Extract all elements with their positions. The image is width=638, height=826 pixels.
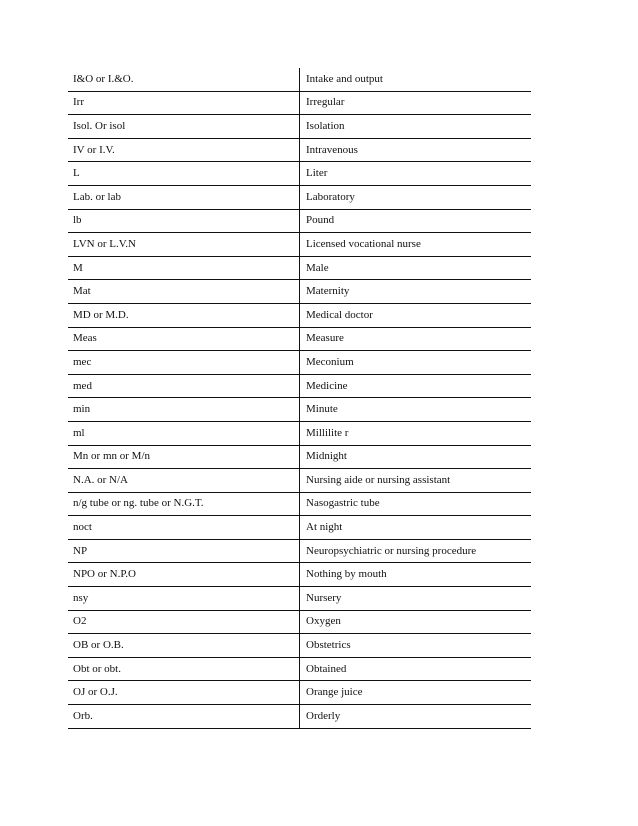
abbreviation-cell: O2: [68, 610, 300, 634]
table-row: [68, 233, 531, 257]
meaning-cell: Intravenous: [300, 138, 532, 162]
abbreviation-cell: nsy: [68, 587, 300, 611]
meaning-cell: At night: [300, 516, 532, 540]
table-row: [68, 303, 531, 327]
abbreviation-cell: I&O or I.&O.: [68, 68, 300, 91]
abbreviation-cell: Orb.: [68, 705, 300, 729]
table-row: [68, 115, 531, 139]
table-row: [68, 587, 531, 611]
meaning-cell: Laboratory: [300, 185, 532, 209]
meaning-cell: Irregular: [300, 91, 532, 115]
abbreviation-table: [68, 68, 531, 729]
abbreviation-cell: ml: [68, 421, 300, 445]
table-row: [68, 634, 531, 658]
abbreviation-cell: NPO or N.P.O: [68, 563, 300, 587]
abbreviation-cell: n/g tube or ng. tube or N.G.T.: [68, 492, 300, 516]
table-row: [68, 327, 531, 351]
abbreviation-table-body: [68, 68, 531, 728]
meaning-cell: Nursing aide or nursing assistant: [300, 469, 532, 493]
table-row: [68, 185, 531, 209]
meaning-cell: Obstetrics: [300, 634, 532, 658]
table-row: [68, 563, 531, 587]
meaning-cell: Nursery: [300, 587, 532, 611]
table-row: [68, 705, 531, 729]
meaning-cell: Obtained: [300, 657, 532, 681]
abbreviation-cell: Obt or obt.: [68, 657, 300, 681]
abbreviation-cell: lb: [68, 209, 300, 233]
meaning-cell: Licensed vocational nurse: [300, 233, 532, 257]
meaning-cell: Maternity: [300, 280, 532, 304]
abbreviation-cell: Mn or mn or M/n: [68, 445, 300, 469]
table-row: [68, 469, 531, 493]
table-row: [68, 516, 531, 540]
abbreviation-cell: MD or M.D.: [68, 303, 300, 327]
abbreviation-cell: OB or O.B.: [68, 634, 300, 658]
table-row: [68, 68, 531, 91]
meaning-cell: Male: [300, 256, 532, 280]
table-row: [68, 162, 531, 186]
abbreviation-cell: Irr: [68, 91, 300, 115]
meaning-cell: Millilite r: [300, 421, 532, 445]
meaning-cell: Isolation: [300, 115, 532, 139]
table-row: [68, 610, 531, 634]
meaning-cell: Medical doctor: [300, 303, 532, 327]
table-row: [68, 681, 531, 705]
meaning-cell: Nasogastric tube: [300, 492, 532, 516]
meaning-cell: Medicine: [300, 374, 532, 398]
table-row: [68, 209, 531, 233]
meaning-cell: Orderly: [300, 705, 532, 729]
meaning-cell: Liter: [300, 162, 532, 186]
abbreviation-cell: NP: [68, 539, 300, 563]
abbreviation-cell: IV or I.V.: [68, 138, 300, 162]
meaning-cell: Meconium: [300, 351, 532, 375]
abbreviation-cell: min: [68, 398, 300, 422]
meaning-cell: Neuropsychiatric or nursing procedure: [300, 539, 532, 563]
table-row: [68, 657, 531, 681]
meaning-cell: Oxygen: [300, 610, 532, 634]
meaning-cell: Measure: [300, 327, 532, 351]
abbreviation-cell: LVN or L.V.N: [68, 233, 300, 257]
abbreviation-cell: Lab. or lab: [68, 185, 300, 209]
abbreviation-cell: noct: [68, 516, 300, 540]
abbreviation-cell: N.A. or N/A: [68, 469, 300, 493]
abbreviation-cell: med: [68, 374, 300, 398]
table-row: [68, 91, 531, 115]
table-row: [68, 138, 531, 162]
table-row: [68, 445, 531, 469]
meaning-cell: Intake and output: [300, 68, 532, 91]
meaning-cell: Orange juice: [300, 681, 532, 705]
abbreviation-cell: OJ or O.J.: [68, 681, 300, 705]
abbreviation-cell: Isol. Or isol: [68, 115, 300, 139]
meaning-cell: Midnight: [300, 445, 532, 469]
table-row: [68, 492, 531, 516]
table-row: [68, 539, 531, 563]
table-row: [68, 398, 531, 422]
abbreviation-cell: Mat: [68, 280, 300, 304]
table-row: [68, 374, 531, 398]
table-row: [68, 421, 531, 445]
abbreviation-cell: Meas: [68, 327, 300, 351]
table-row: [68, 351, 531, 375]
abbreviation-cell: L: [68, 162, 300, 186]
abbreviation-cell: mec: [68, 351, 300, 375]
meaning-cell: Pound: [300, 209, 532, 233]
abbreviation-cell: M: [68, 256, 300, 280]
table-row: [68, 280, 531, 304]
meaning-cell: Nothing by mouth: [300, 563, 532, 587]
meaning-cell: Minute: [300, 398, 532, 422]
table-row: [68, 256, 531, 280]
